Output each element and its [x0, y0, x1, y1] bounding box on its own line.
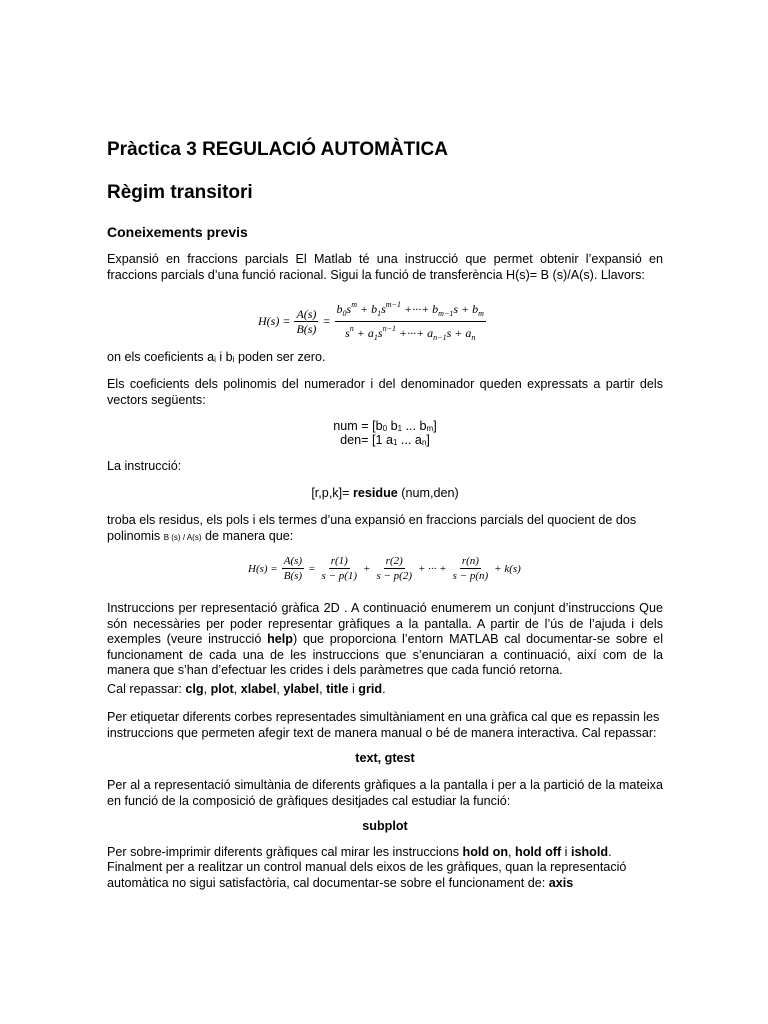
- paragraph-subplot: Per al a representació simultània de diferents gràfiques a la pantalla i per a la partició de la mateixa en funció de la composició de gràfiques desitjades cal estudiar la funció:: [107, 778, 663, 808]
- paragraph-axis: Finalment per a realitzar un control manual dels eixos de les gràfiques, quan la representació automàtica no sigui satisfactòria, cal documentar-se sobre el funcionament de: axis: [107, 860, 627, 890]
- section-heading: Coneixements previs: [107, 224, 248, 240]
- fraction-3-num: r(2): [385, 555, 403, 567]
- paragraph-graphics: Instruccions per representació gràfica 2D . A continuació enumerem un conjunt d’instruccions Que són necessàries per poder representar gràfiques a la pantalla. A partir de l’ús de l’ajuda i dels exemples (veure instrucció help) que proporciona l’entorn MATLAB cal documentar-se sobre el funcionament de cada una de les instruccions que s’enunciaran a continuació, així com de la manera que s’han d’efectuar les crides i dels paràmetres que cada funció retorna.: [107, 601, 663, 677]
- residue-command: [r,p,k]= residue (num,den): [311, 486, 459, 500]
- fraction-1-num: A(s): [283, 555, 303, 567]
- fraction-2: [320, 554, 360, 583]
- formula2-ellipsis: + ··· +: [418, 562, 447, 575]
- fraction-denominator: B(s): [296, 322, 317, 336]
- fraction-4-num: r(n): [461, 555, 479, 567]
- transfer-function-formula: [258, 298, 486, 345]
- paragraph-vectors: Els coeficients dels polinomis del numerador i del denominador queden expressats a partir dels vectors següents:: [107, 377, 663, 407]
- paragraph-hold: Per sobre-imprimir diferents gràfiques cal mirar les instruccions hold on, hold off i ishold.: [107, 845, 612, 859]
- fraction-4-den: s − p(n): [452, 570, 489, 582]
- formula-equals: =: [322, 314, 331, 328]
- fraction-2-den: s − p(1): [321, 570, 358, 582]
- paragraph-coefficients: on els coeficients ai i bi poden ser zero.: [107, 350, 326, 364]
- partial-fraction-formula: H(s) = $\frac{A(s)}{B(s)}$ = $\frac{r(1)}{s - p(1)}$ + $\frac{r(2)}{s - p(2)}$ + ··· + $\frac{r(n)}{s - p(n)}$ + k(s): [248, 555, 521, 582]
- fraction-3: [374, 554, 414, 583]
- paragraph-intro: Expansió en fraccions parcials El Matlab té una instrucció que permet obtenir l’expansió en fraccions parcials d’una funció racional. Sigui la funció de transferència H(s)= B (s)/A(s). Llavors:: [107, 252, 663, 282]
- fraction-1: [282, 554, 304, 583]
- page-subtitle: Règim transitori: [107, 182, 253, 203]
- fraction-2-num: r(1): [330, 555, 348, 567]
- fraction-4: [451, 554, 491, 583]
- polynomial-numerator: $b_0s^m + b_1s^{m-1}$ +···+ $b_{m-1}s + b_m$: [335, 298, 486, 322]
- fraction-a-over-b: [294, 307, 318, 336]
- paragraph-residues: troba els residus, els pols i els termes d’una expansió en fraccions parcials del quocient de dos polinomis B (s) / A(s) de manera que:: [107, 513, 637, 543]
- fraction-1-den: B(s): [283, 570, 303, 582]
- formula2-lhs: H(s) =: [248, 562, 278, 575]
- formula-lhs: H(s) =: [258, 314, 291, 328]
- formula2-tail: + k(s): [494, 562, 521, 575]
- page-title: Pràctica 3 REGULACIÓ AUTOMÀTICA: [107, 139, 448, 160]
- fraction-numerator: A(s): [296, 307, 317, 321]
- polynomial-denominator: $s^n + a_1s^{n-1}$ +···+ $a_{n-1}s + a_n$: [345, 324, 476, 342]
- vector-den: den= [1 a1 ... an]: [340, 433, 430, 447]
- paragraph-review: Cal repassar: clg, plot, xlabel, ylabel, title i grid.: [107, 682, 386, 696]
- text-gtest-commands: text, gtest: [355, 751, 415, 765]
- fraction-3-den: s − p(2): [376, 570, 412, 582]
- vector-num: num = [b0 b1 ... bm]: [333, 419, 437, 433]
- paragraph-instruction: La instrucció:: [107, 459, 182, 473]
- fraction-polynomials: [335, 298, 486, 345]
- paragraph-labels: Per etiquetar diferents corbes representades simultàniament en una gràfica cal que es repassin les instruccions que permeten afegir text de manera manual o bé de manera interactiva. Cal repassar:: [107, 710, 660, 740]
- subplot-command: subplot: [362, 819, 408, 833]
